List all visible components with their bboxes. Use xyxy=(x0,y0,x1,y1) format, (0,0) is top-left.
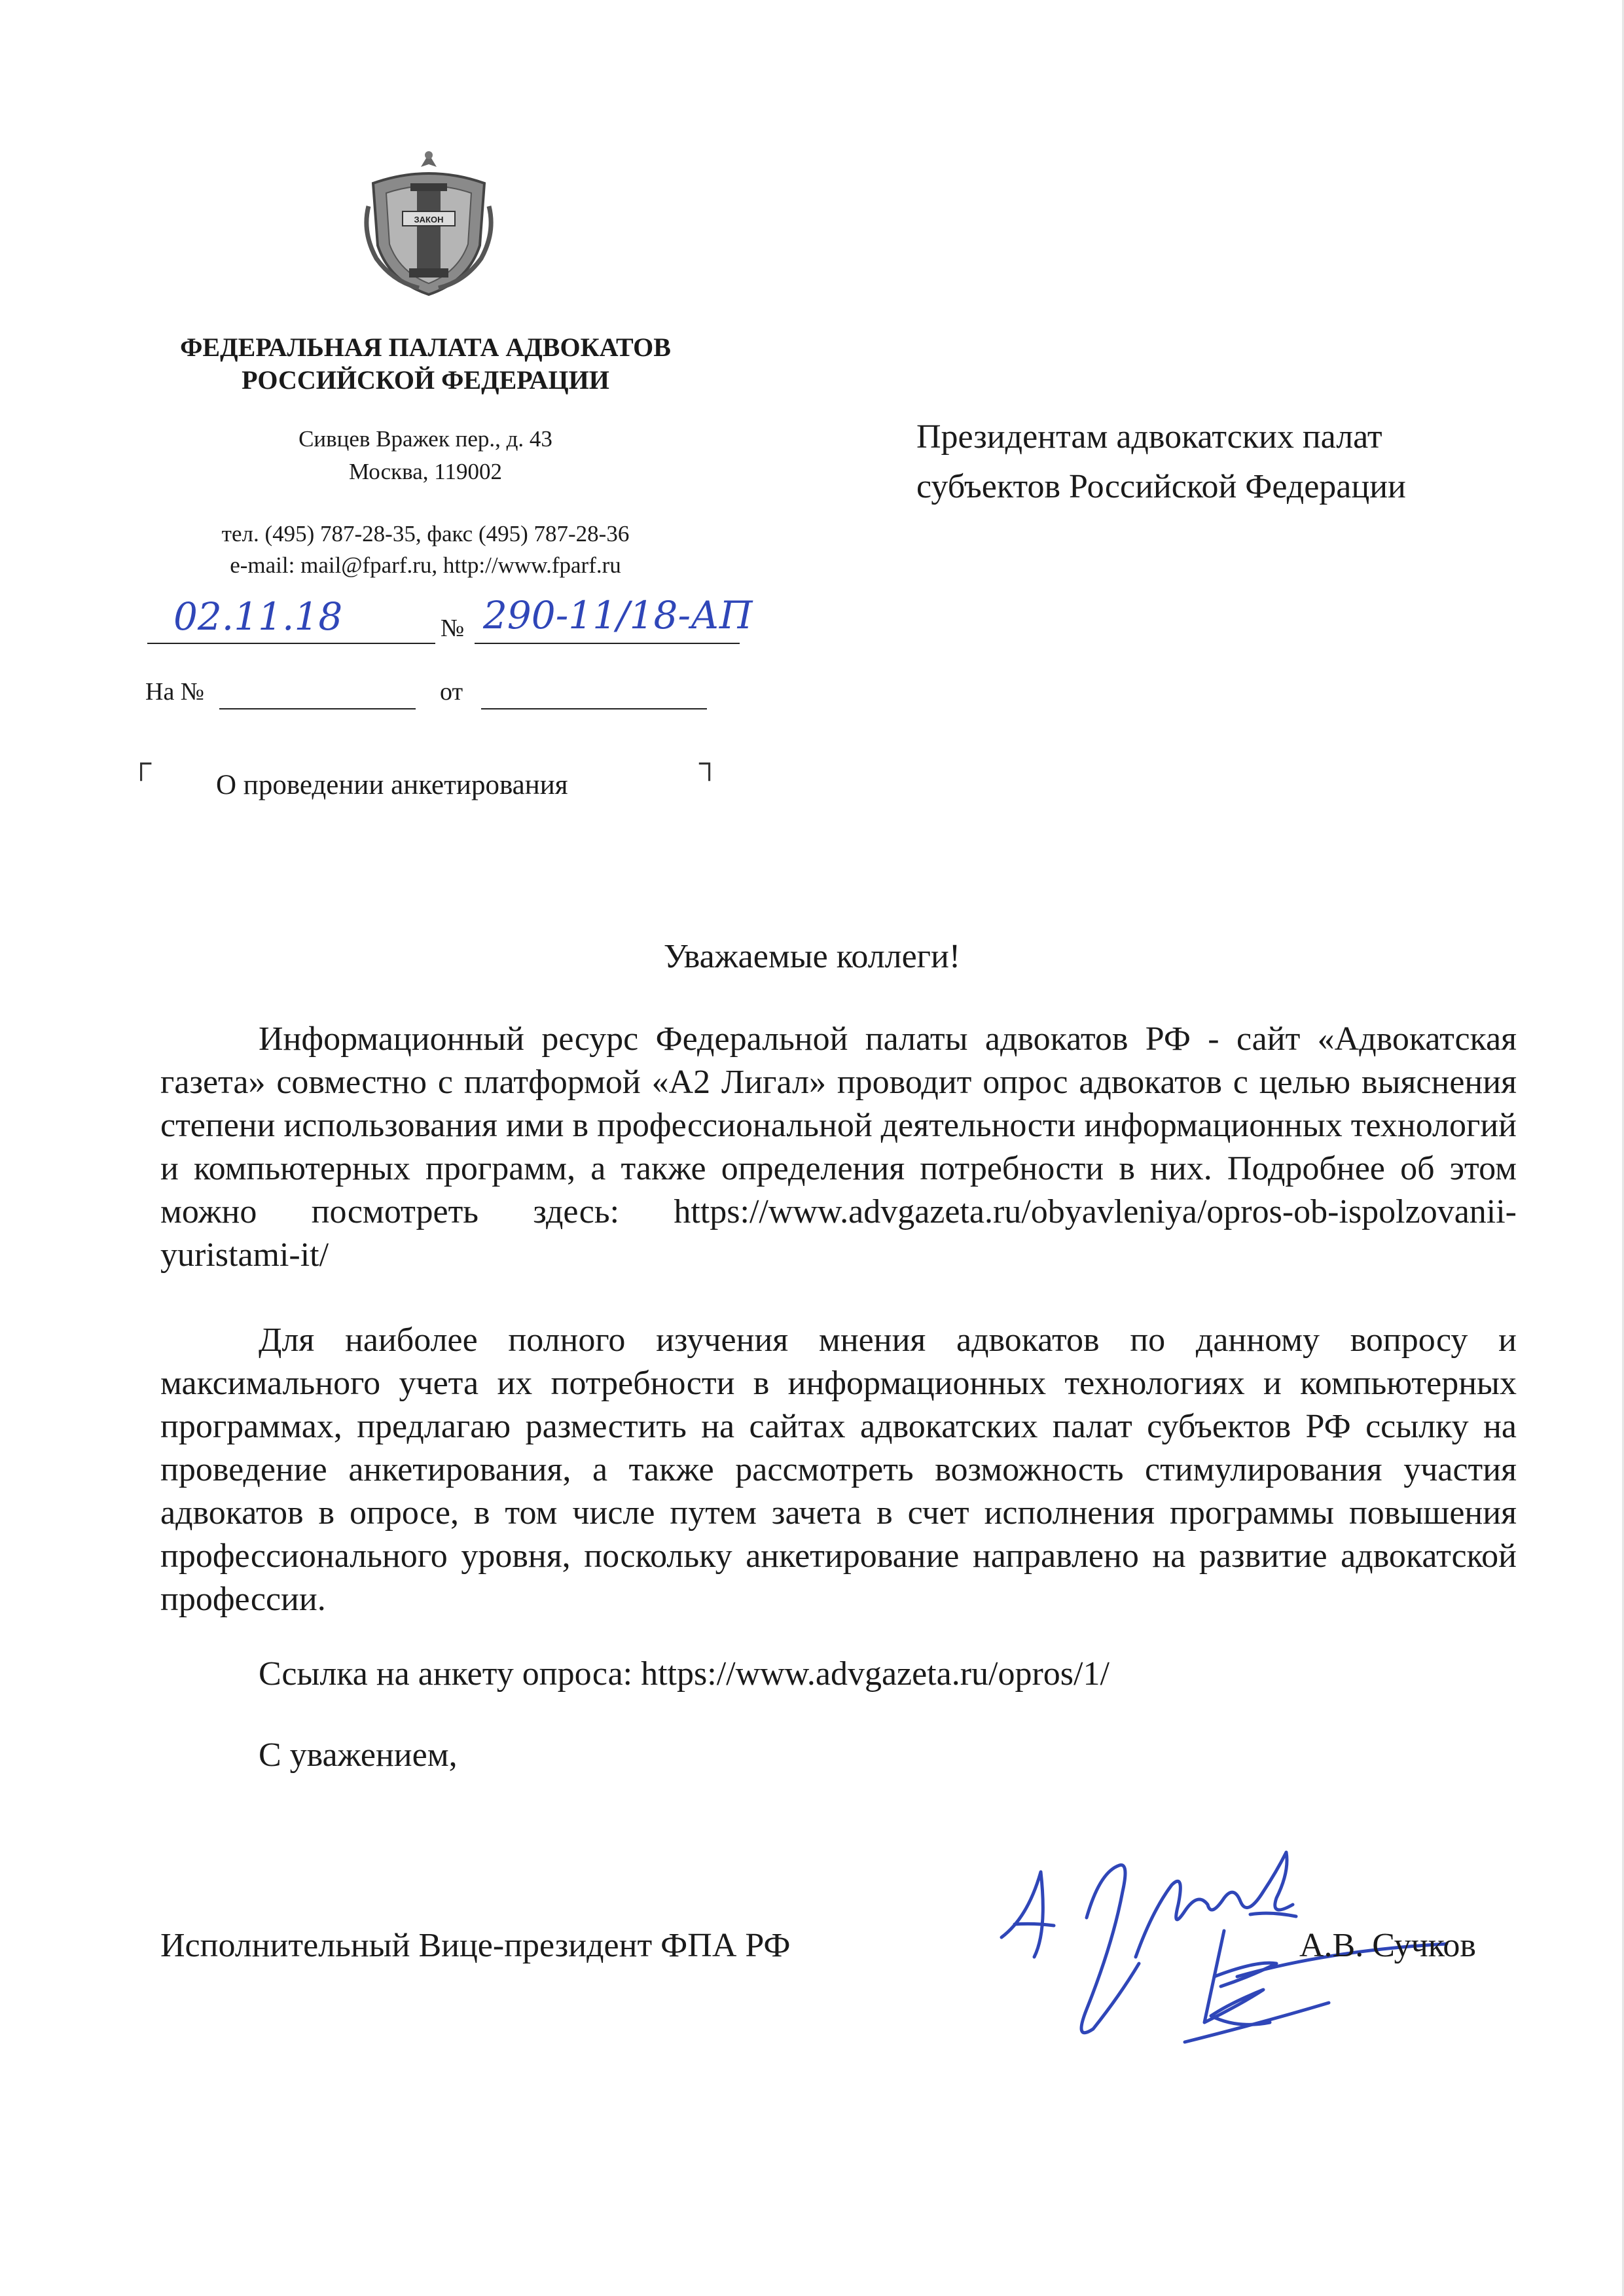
address-line2: Москва, 119002 xyxy=(349,459,502,484)
reply-from-label: от xyxy=(440,678,463,706)
outgoing-date: 02.11.18 xyxy=(173,594,343,639)
paragraph-2: Для наиболее полного изучения мнения адвокатов по данному вопросу и максимального учета их потребности в информационных технологиях и компьютерных программах, предлагаю разместить на сайтах адвокатских палат субъектов РФ ссылку на проведение анкетирования, а также рассмотреть возможность стимулирования участия адвокатов в опросе, в том числе путем зачета в счет исполнения программы повышения профессионального уровня, поскольку анкетирование направлено на развитие адвокатской профессии. xyxy=(160,1321,1517,1618)
survey-link-line: Ссылка на анкету опроса: https://www.advgazeta.ru/opros/1/ xyxy=(259,1655,1110,1693)
email-line: e-mail: mail@fparf.ru, http://www.fparf.ru xyxy=(230,552,621,578)
outgoing-number: 290-11/18-АП xyxy=(483,593,753,637)
org-name-line2: РОССИЙСКОЙ ФЕДЕРАЦИИ xyxy=(242,365,609,395)
greeting: Уважаемые коллеги! xyxy=(663,938,961,975)
emblem-text: ЗАКОН xyxy=(414,215,444,224)
recipient-line2: субъектов Российской Федерации xyxy=(916,468,1406,505)
recipient xyxy=(916,412,1406,512)
closing: С уважением, xyxy=(259,1736,458,1774)
signer-position: Исполнительный Вице-президент ФПА РФ xyxy=(160,1927,791,1964)
subject-bracket-left: ┌ xyxy=(131,747,152,779)
reply-number-underline xyxy=(219,707,416,709)
org-name-line1: ФЕДЕРАЛЬНАЯ ПАЛАТА АДВОКАТОВ xyxy=(180,332,671,362)
number-label: № xyxy=(441,615,465,642)
subject-bracket-right: ┐ xyxy=(699,747,720,779)
address-line1: Сивцев Вражек пер., д. 43 xyxy=(298,426,552,452)
signer-name: А.В. Сучков xyxy=(1299,1927,1476,1964)
reply-number-label: На № xyxy=(145,678,205,706)
paragraph-1: Информационный ресурс Федеральной палаты адвокатов РФ - сайт «Адвокатская газета» совместно с платформой «А2 Лигал» проводит опрос адвокатов с целью выяснения степени использования ими в профессиональной деятельности информационных технологий и компьютерных программ, а также определения потребности в них. Подробнее об этом можно посмотреть здесь: https://www.advgazeta.ru/obyavleniya/opros-ob-ispolzovanii-yuristami-it/ xyxy=(160,1020,1517,1274)
phone-line: тел. (495) 787-28-35, факс (495) 787-28-36 xyxy=(221,521,630,547)
emblem-icon xyxy=(357,147,501,298)
number-underline xyxy=(475,641,740,644)
recipient-line1: Президентам адвокатских палат xyxy=(916,418,1382,456)
reply-date-underline xyxy=(481,707,707,709)
date-underline xyxy=(147,641,435,644)
subject: О проведении анкетирования xyxy=(216,770,568,800)
